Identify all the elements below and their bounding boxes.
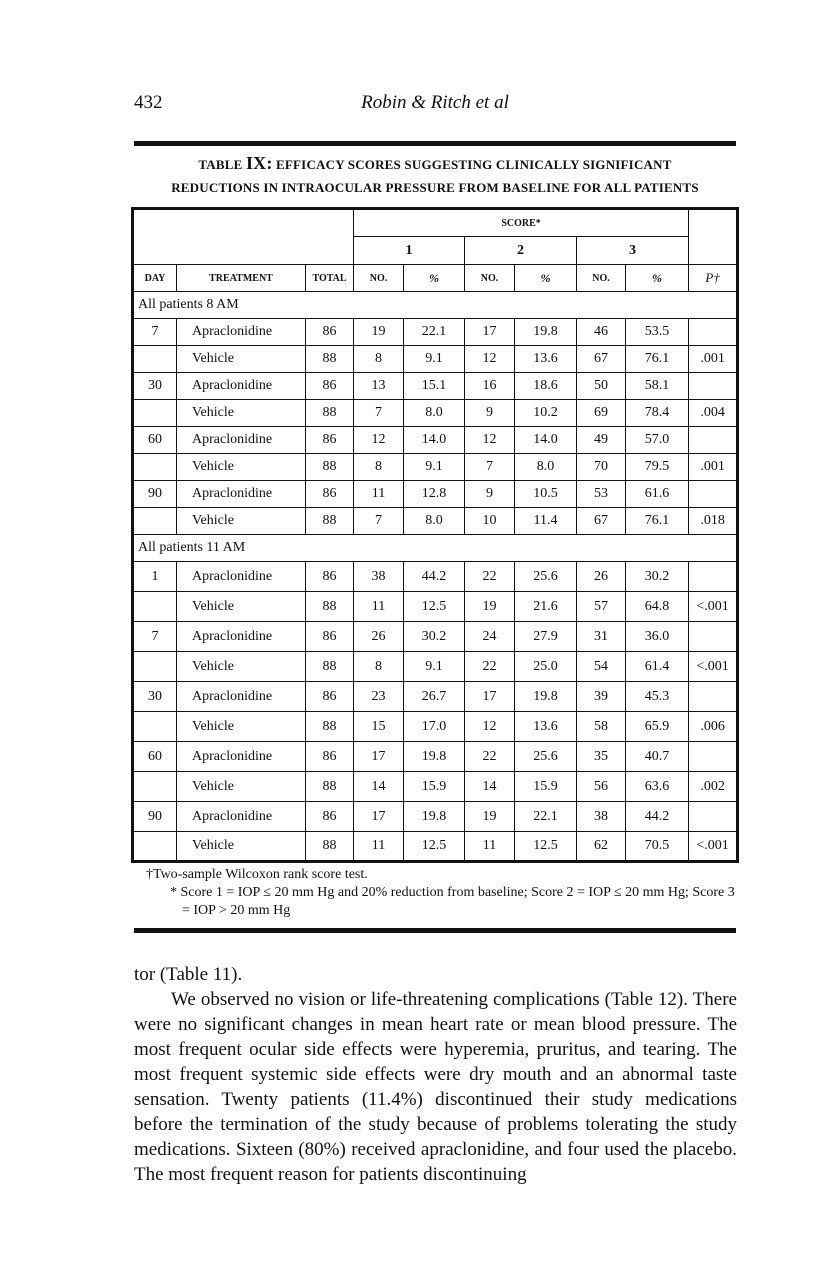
table-cell: 36.0 (626, 622, 689, 652)
table-cell: <.001 (689, 592, 738, 622)
table-cell: 19.8 (515, 319, 577, 346)
table-cell (689, 682, 738, 712)
header-blank (133, 209, 354, 265)
table-cell: Apraclonidine (177, 481, 306, 508)
table-row (133, 400, 738, 427)
table-cell: Vehicle (177, 454, 306, 481)
table-cell (133, 772, 177, 802)
table-cell: 7 (133, 622, 177, 652)
table-cell: Vehicle (177, 592, 306, 622)
table-cell: 23 (354, 682, 404, 712)
table-cell (689, 319, 738, 346)
body-text (134, 962, 737, 1187)
table-cell: 60 (133, 742, 177, 772)
table-cell: Apraclonidine (177, 802, 306, 832)
table-row (133, 652, 738, 682)
table-cell: 21.6 (515, 592, 577, 622)
table-row (133, 772, 738, 802)
table-cell: 15.1 (404, 373, 465, 400)
table-cell: 86 (306, 622, 354, 652)
table-cell: 14.0 (515, 427, 577, 454)
table-cell: 17 (354, 742, 404, 772)
table-cell: 12.8 (404, 481, 465, 508)
table-cell: 14.0 (404, 427, 465, 454)
efficacy-table (131, 207, 739, 863)
table-cell: .002 (689, 772, 738, 802)
table-cell: 39 (577, 682, 626, 712)
table-cell: 30.2 (626, 562, 689, 592)
table-cell: 57.0 (626, 427, 689, 454)
table-cell: 12.5 (515, 832, 577, 862)
table-cell: 12.5 (404, 832, 465, 862)
table-cell: 26.7 (404, 682, 465, 712)
table-cell: Vehicle (177, 772, 306, 802)
table-cell: 26 (354, 622, 404, 652)
column-header: P† (689, 265, 738, 292)
table-cell: 53.5 (626, 319, 689, 346)
table-cell: 19.8 (515, 682, 577, 712)
table-cell: 88 (306, 832, 354, 862)
table-cell: 76.1 (626, 508, 689, 535)
table-cell: 8.0 (404, 400, 465, 427)
table-cell: 58.1 (626, 373, 689, 400)
table-cell: <.001 (689, 832, 738, 862)
table-cell: 11 (354, 592, 404, 622)
table-cell: 22.1 (515, 802, 577, 832)
table-cell: 19.8 (404, 802, 465, 832)
table-caption (134, 152, 736, 199)
table-cell: 25.6 (515, 562, 577, 592)
table-cell: 7 (133, 319, 177, 346)
table-cell: Vehicle (177, 508, 306, 535)
column-header: NO. (577, 265, 626, 292)
table-cell: 26 (577, 562, 626, 592)
table-cell: 9 (465, 481, 515, 508)
table-cell: Apraclonidine (177, 622, 306, 652)
table-cell: 15 (354, 712, 404, 742)
table-cell: 76.1 (626, 346, 689, 373)
table-cell: 57 (577, 592, 626, 622)
table-cell: 30.2 (404, 622, 465, 652)
table-cell: 19 (354, 319, 404, 346)
table-cell: Vehicle (177, 832, 306, 862)
table-row (133, 427, 738, 454)
table-cell: 25.0 (515, 652, 577, 682)
caption-line-1 (134, 152, 736, 176)
table-cell: 9.1 (404, 652, 465, 682)
table-cell: 86 (306, 802, 354, 832)
table-cell: 69 (577, 400, 626, 427)
table-cell: 19 (465, 802, 515, 832)
table-row (133, 742, 738, 772)
table-cell: .001 (689, 346, 738, 373)
table-cell: Apraclonidine (177, 682, 306, 712)
column-header: % (404, 265, 465, 292)
table-cell: 50 (577, 373, 626, 400)
table-row (133, 346, 738, 373)
table-row (133, 508, 738, 535)
table-cell: 12 (354, 427, 404, 454)
table-cell (133, 400, 177, 427)
table-cell: 10 (465, 508, 515, 535)
table-cell: 60 (133, 427, 177, 454)
table-row (133, 592, 738, 622)
table-cell: 7 (354, 508, 404, 535)
table-cell: Vehicle (177, 712, 306, 742)
table-cell: 22 (465, 562, 515, 592)
table-cell: 70.5 (626, 832, 689, 862)
table-cell: 56 (577, 772, 626, 802)
table-cell: 24 (465, 622, 515, 652)
table-cell: 8 (354, 652, 404, 682)
table-cell: Vehicle (177, 400, 306, 427)
table-cell (689, 373, 738, 400)
running-head: Robin & Ritch et al (361, 92, 509, 113)
table-cell: 30 (133, 682, 177, 712)
table-cell: 17 (354, 802, 404, 832)
table-cell: 22 (465, 742, 515, 772)
caption-line-1-text: EFFICACY SCORES SUGGESTING CLINICALLY SIGNIFICANT (272, 157, 672, 172)
table-cell: 86 (306, 319, 354, 346)
column-header: DAY (133, 265, 177, 292)
table-row (133, 622, 738, 652)
section-row (133, 292, 738, 319)
table-cell: 11.4 (515, 508, 577, 535)
table-cell: 12 (465, 346, 515, 373)
table-cell: 45.3 (626, 682, 689, 712)
table-cell: 88 (306, 712, 354, 742)
table-row (133, 682, 738, 712)
caption-roman: IX: (245, 153, 273, 173)
table-cell: 14 (465, 772, 515, 802)
table-cell: 86 (306, 427, 354, 454)
table-cell: 88 (306, 346, 354, 373)
table-cell (689, 742, 738, 772)
table-row (133, 802, 738, 832)
column-header: TOTAL (306, 265, 354, 292)
table-cell: 61.4 (626, 652, 689, 682)
footnote-score: * Score 1 = IOP ≤ 20 mm Hg and 20% reduction from baseline; Score 2 = IOP ≤ 20 mm Hg; Score 3 = IOP > 20 mm Hg (170, 885, 735, 918)
page-header (134, 92, 736, 120)
score-group-2: 2 (465, 237, 577, 265)
table-cell (689, 481, 738, 508)
table-footnotes (146, 866, 741, 920)
table-cell: 8 (354, 454, 404, 481)
table-cell (133, 712, 177, 742)
table-cell: 13 (354, 373, 404, 400)
table-cell: 70 (577, 454, 626, 481)
table-row (133, 562, 738, 592)
table-cell: Apraclonidine (177, 742, 306, 772)
table-cell: <.001 (689, 652, 738, 682)
table-cell: 64.8 (626, 592, 689, 622)
table-cell: 35 (577, 742, 626, 772)
column-header: NO. (465, 265, 515, 292)
table-row (133, 832, 738, 862)
table-cell: 30 (133, 373, 177, 400)
table-cell: 9.1 (404, 346, 465, 373)
table-cell: 86 (306, 481, 354, 508)
table-cell (133, 346, 177, 373)
table-cell (133, 592, 177, 622)
table-cell: 63.6 (626, 772, 689, 802)
section-title: All patients 8 AM (133, 292, 738, 319)
table-cell: 11 (354, 481, 404, 508)
body-fragment: tor (Table 11). (134, 964, 243, 985)
column-header: % (515, 265, 577, 292)
table-cell: 7 (354, 400, 404, 427)
table-cell: Apraclonidine (177, 562, 306, 592)
table-cell: 44.2 (404, 562, 465, 592)
table-cell: 19.8 (404, 742, 465, 772)
table-cell: Apraclonidine (177, 319, 306, 346)
table-cell: 16 (465, 373, 515, 400)
table-cell: 88 (306, 508, 354, 535)
table-cell: 86 (306, 562, 354, 592)
table-cell: .004 (689, 400, 738, 427)
table-cell: 10.2 (515, 400, 577, 427)
table-cell: .018 (689, 508, 738, 535)
table-row (133, 373, 738, 400)
table-cell: 12.5 (404, 592, 465, 622)
table-cell: 1 (133, 562, 177, 592)
table-cell: 19 (465, 592, 515, 622)
table-row (133, 319, 738, 346)
table-cell: 14 (354, 772, 404, 802)
table-cell: 67 (577, 508, 626, 535)
table-cell: Vehicle (177, 652, 306, 682)
table-cell: 78.4 (626, 400, 689, 427)
table-cell: 86 (306, 742, 354, 772)
table-row (133, 712, 738, 742)
table-cell: Apraclonidine (177, 373, 306, 400)
table-cell: Apraclonidine (177, 427, 306, 454)
table-cell: 11 (354, 832, 404, 862)
table-cell: 9.1 (404, 454, 465, 481)
table-cell: 88 (306, 592, 354, 622)
table-cell: .001 (689, 454, 738, 481)
table-cell: 88 (306, 400, 354, 427)
table-cell: 11 (465, 832, 515, 862)
table-cell: 46 (577, 319, 626, 346)
caption-line-2: REDUCTIONS IN INTRAOCULAR PRESSURE FROM BASELINE FOR ALL PATIENTS (171, 180, 699, 195)
table-cell: 79.5 (626, 454, 689, 481)
table-cell (689, 622, 738, 652)
table-cell (689, 562, 738, 592)
table-cell: 58 (577, 712, 626, 742)
table-cell: 15.9 (404, 772, 465, 802)
table-cell: 38 (577, 802, 626, 832)
table-cell: 88 (306, 652, 354, 682)
table-cell: 8.0 (404, 508, 465, 535)
table-cell: 13.6 (515, 712, 577, 742)
table-cell: 25.6 (515, 742, 577, 772)
page-number: 432 (134, 92, 163, 113)
table-cell (689, 802, 738, 832)
table-cell: 17.0 (404, 712, 465, 742)
table-cell: 10.5 (515, 481, 577, 508)
table-cell: 53 (577, 481, 626, 508)
table-cell: 8.0 (515, 454, 577, 481)
table-cell: 88 (306, 454, 354, 481)
header-blank-p (689, 209, 738, 265)
bottom-rule (134, 928, 736, 933)
body-paragraph: We observed no vision or life-threatening complications (Table 12). There were no significant changes in mean heart rate or mean blood pressure. The most frequent ocular side effects were hyperemia, pruritus, and tearing. The most frequent systemic side effects were dry mouth and an abnormal taste sensation. Twenty patients (11.4%) discontinued their study medications before the termination of the study because of problems tolerating the study medications. Sixteen (80%) received apraclonidine, and four used the placebo. The most frequent reason for patients discontinuing (134, 989, 737, 1185)
table-cell: 15.9 (515, 772, 577, 802)
score-header: SCORE* (354, 209, 689, 237)
table-cell: 17 (465, 682, 515, 712)
table-cell: 62 (577, 832, 626, 862)
table-cell: 40.7 (626, 742, 689, 772)
table-row (133, 454, 738, 481)
table-cell: 18.6 (515, 373, 577, 400)
table-cell: 9 (465, 400, 515, 427)
table-cell: 67 (577, 346, 626, 373)
table-cell: 90 (133, 481, 177, 508)
table-cell: 31 (577, 622, 626, 652)
table-cell (133, 832, 177, 862)
table-cell: 86 (306, 373, 354, 400)
table-cell: 13.6 (515, 346, 577, 373)
table-cell: 49 (577, 427, 626, 454)
table-cell (133, 454, 177, 481)
table-cell: 8 (354, 346, 404, 373)
table-cell: 90 (133, 802, 177, 832)
top-rule (134, 141, 736, 146)
column-header: % (626, 265, 689, 292)
table-cell (133, 652, 177, 682)
table-cell: 44.2 (626, 802, 689, 832)
table-cell: 65.9 (626, 712, 689, 742)
score-group-1: 1 (354, 237, 465, 265)
table-cell (689, 427, 738, 454)
section-title: All patients 11 AM (133, 535, 738, 562)
table-cell: 12 (465, 712, 515, 742)
column-header: NO. (354, 265, 404, 292)
table-cell: 54 (577, 652, 626, 682)
table-cell: 86 (306, 682, 354, 712)
table-cell: 12 (465, 427, 515, 454)
table-cell (133, 508, 177, 535)
table-row (133, 481, 738, 508)
table-cell: 17 (465, 319, 515, 346)
table-cell: 61.6 (626, 481, 689, 508)
table-cell: 7 (465, 454, 515, 481)
table-cell: .006 (689, 712, 738, 742)
column-header: TREATMENT (177, 265, 306, 292)
table-cell: 88 (306, 772, 354, 802)
caption-prefix: TABLE (198, 157, 246, 172)
footnote-dagger: †Two-sample Wilcoxon rank score test. (146, 867, 368, 882)
table-cell: Vehicle (177, 346, 306, 373)
score-group-3: 3 (577, 237, 689, 265)
table-cell: 38 (354, 562, 404, 592)
section-row (133, 535, 738, 562)
table-cell: 27.9 (515, 622, 577, 652)
table-cell: 22.1 (404, 319, 465, 346)
table-cell: 22 (465, 652, 515, 682)
